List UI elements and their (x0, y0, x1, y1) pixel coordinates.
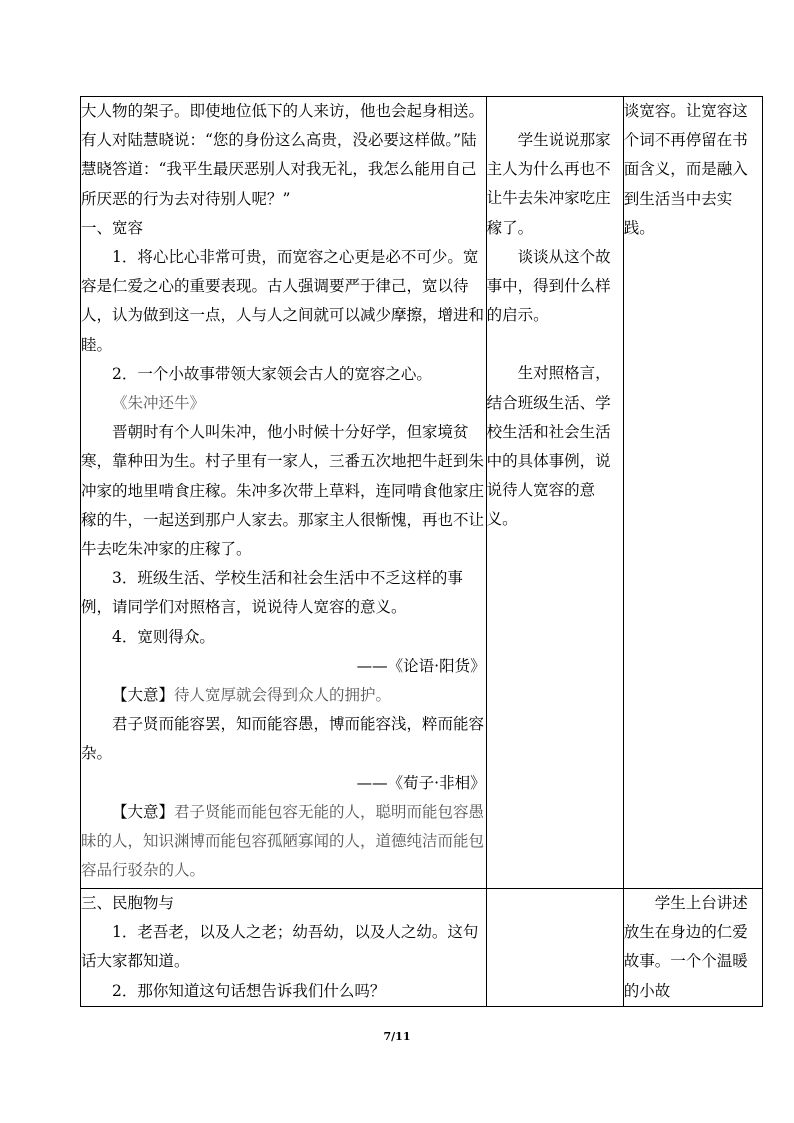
paragraph-text: 1．将心比心非常可贵，而宽容之心更是必不可少。宽容是仁爱之心的重要表现。古人强调要严于律己，宽以待人，认为做到这一点，人与人之间就可以减少摩擦，增进和睦。 (81, 248, 485, 354)
paragraph-text: 君子贤而能容罢，知而能容愚，博而能容浅，粹而能容杂。 (81, 715, 485, 763)
paragraph (624, 97, 762, 243)
page-number: 7/11 (383, 1030, 411, 1043)
paragraph (81, 418, 486, 564)
citation-line (81, 769, 486, 798)
spacer (487, 330, 623, 359)
paragraph (81, 564, 486, 622)
table-row-2 (81, 889, 763, 1007)
design-intent-cell (623, 889, 762, 1007)
student-activity-cell (486, 97, 623, 889)
paragraph (487, 126, 623, 243)
paragraph-text: 待人宽厚就会得到众人的拥护。 (174, 686, 392, 705)
paragraph-text: 一、宽容 (81, 218, 144, 237)
paragraph-text: ——《论语·阳货》 (356, 656, 486, 675)
paragraph (81, 889, 486, 918)
lesson-plan-table (80, 96, 763, 1007)
spacer (487, 97, 623, 126)
paragraph (487, 243, 623, 331)
paragraph (81, 623, 486, 652)
paragraph-text: 4．宽则得众。 (112, 627, 215, 646)
paragraph-text: 2．一个小故事带领大家领会古人的宽容之心。 (112, 364, 432, 383)
paragraph-text: 大人物的架子。即使地位低下的人来访，他也会起身相送。有人对陆慧晓说：“您的身份这么高贵，没必要这样做。”陆慧晓答道：“我平生最厌恶别人对我无礼，我怎么能用自己所厌恶的行为去对待别人呢？” (81, 102, 485, 208)
paragraph-text: 《朱冲还牛》 (112, 394, 206, 413)
paragraph-text: 谈谈从这个故事中，得到什么样的启示。 (486, 247, 611, 325)
paragraph-text: 1．老吾老，以及人之老；幼吾幼，以及人之幼。这句话大家都知道。 (81, 923, 479, 971)
paragraph (81, 97, 486, 214)
student-activity-cell (486, 889, 623, 1007)
paragraph (81, 243, 486, 360)
paragraph-text: 3．班级生活、学校生活和社会生活中不乏这样的事例，请同学们对照格言，说说待人宽容的意义。 (81, 569, 463, 617)
paragraph-text: 生对照格言，结合班级生活、学校生活和社会生活中的具体事例，说说待人宽容的意义。 (486, 364, 611, 529)
meaning-tag: 【大意】 (112, 802, 175, 821)
meaning-tag: 【大意】 (112, 686, 175, 705)
paragraph-text: ——《荀子·非相》 (356, 773, 486, 792)
paragraph-text: 三、民胞物与 (81, 894, 175, 912)
citation-line (81, 652, 486, 681)
paragraph (81, 681, 486, 710)
paragraph (487, 359, 623, 534)
paragraph-text: 谈宽容。让宽容这个词不再停留在书面含义，而是融入到生活当中去实践。 (623, 102, 748, 237)
teaching-content-cell (81, 889, 487, 1007)
paragraph-text: 2．那你知道这句话想告诉我们什么吗？ (112, 981, 386, 1000)
paragraph (81, 918, 486, 976)
paragraph (624, 889, 762, 1006)
paragraph-text: 君子贤能而能包容无能的人，聪明而能包容愚昧的人，知识渊博而能包容孤陋寡闻的人，道德纯洁而能包容品行驳杂的人。 (81, 802, 485, 880)
paragraph (81, 798, 486, 886)
paragraph (81, 360, 486, 389)
paragraph-text: 晋朝时有个人叫朱冲，他小时候十分好学，但家境贫寒，靠种田为生。村子里有一家人，三番五次地把牛赶到朱冲家的地里啃食庄稼。朱冲多次带上草料，连同啃食他家庄稼的牛，一起送到那户人家去。那家主人很惭愧，再也不让牛去吃朱冲家的庄稼了。 (81, 423, 485, 559)
paragraph-text: 学生说说那家主人为什么再也不让牛去朱冲家吃庄稼了。 (486, 131, 611, 237)
paragraph (81, 710, 486, 768)
paragraph (81, 389, 486, 418)
paragraph-text: 学生上台讲述放生在身边的仁爱故事。一个个温暖的小故 (623, 894, 748, 1000)
paragraph (81, 214, 486, 243)
design-intent-cell (623, 97, 762, 889)
table-row-1 (81, 97, 763, 889)
teaching-content-cell (81, 97, 487, 889)
paragraph (81, 977, 486, 1006)
